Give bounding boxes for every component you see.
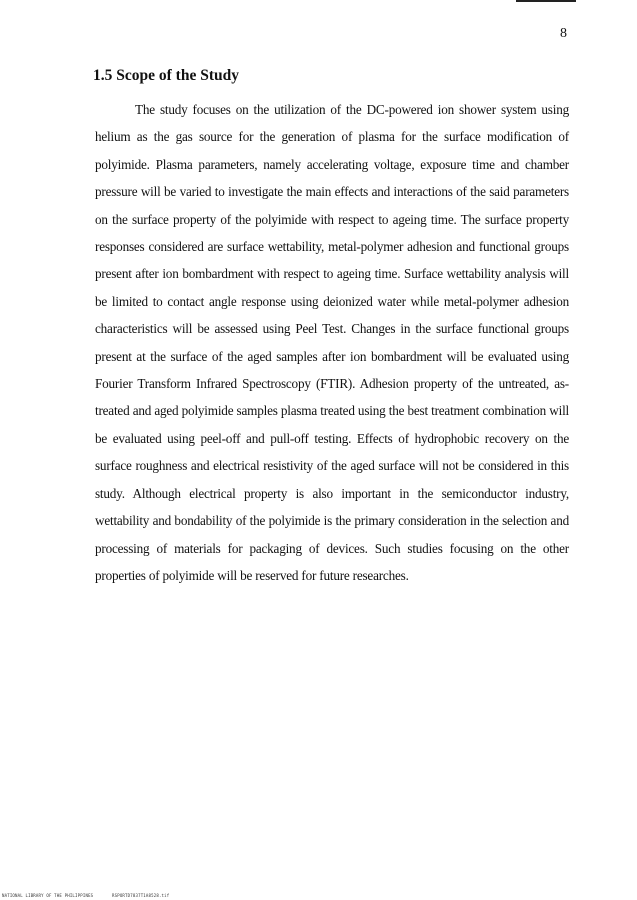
body-paragraph: The study focuses on the utilization of the DC-powered ion shower system using helium as the gas source for the generation of plasma for the surface modification of polyimide. Plasma parameters, namely accelerating voltage, exposure time and chamber pressure will be varied to investigate the main effects and interactions of the said parameters on the surface property of the polyimide with respect to ageing time. The surface property responses considered are surface wettability, metal-polymer adhesion and functional groups present after ion bombardment with respect to ageing time. Surface wettability analysis will be limited to contact angle response using deionized water while metal-polymer adhesion characteristics will be assessed using Peel Test. Changes in the surface functional groups present at the surface of the aged samples after ion bombardment will be evaluated using Fourier Transform Infrared Spectroscopy (FTIR). Adhesion property of the untreated, as-treated and aged polyimide samples plasma treated using the best treatment combination will be evaluated using peel-off and pull-off testing. Effects of hydrophobic recovery on the surface roughness and electrical resistivity of the aged surface will not be considered in this study. Although electrical property is also important in the semiconductor industry, wettability and bondability of the polyimide is the primary consideration in the selection and processing of materials for packaging of devices. Such studies focusing on the other properties of polyimide will be reserved for future researches. [95, 102, 569, 583]
section-heading: 1.5 Scope of the Study [93, 67, 239, 84]
footer-file-id: RSPORTD7837T1A8528.tif [112, 893, 170, 898]
page-number: 8 [560, 26, 567, 41]
footer-library-stamp: NATIONAL LIBRARY OF THE PHILIPPINES [2, 893, 94, 898]
top-rule [516, 0, 576, 2]
